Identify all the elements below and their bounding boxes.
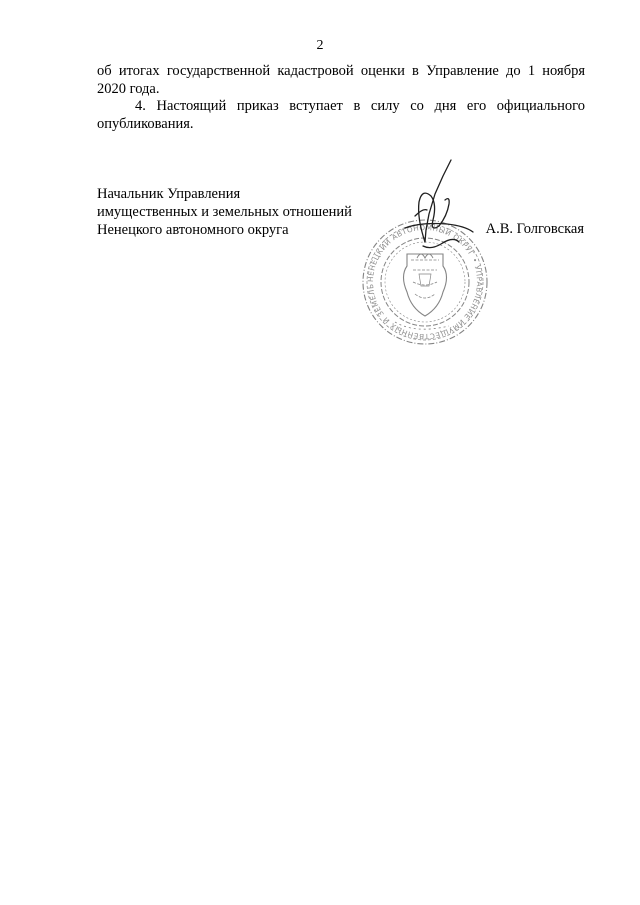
paragraph-continuation: об итогах государственной кадастровой оценки в Управление до 1 ноября 2020 года. [97, 63, 585, 97]
signatory-title-line: Ненецкого автономного округа [97, 222, 289, 238]
paragraph-item-4: 4. Настоящий приказ вступает в силу со дня его официального опубликования. [97, 98, 585, 132]
seal-stamp-icon [355, 158, 487, 344]
signatory-title-line: имущественных и земельных отношений [97, 204, 352, 220]
page-number: 2 [316, 38, 324, 53]
signatory-name: А.В. Голговская [485, 221, 584, 237]
official-seal [355, 158, 495, 348]
handwritten-signature-icon [405, 160, 473, 248]
document-body [97, 63, 585, 133]
signatory-title-line: Начальник Управления [97, 186, 241, 202]
signatory-title [97, 185, 352, 239]
svg-text:НЕНЕЦКИЙ АВТОНОМНЫЙ ОКРУГ • УП: НЕНЕЦКИЙ АВТОНОМНЫЙ ОКРУГ • УПРАВЛЕНИЕ ИМУЩЕСТВЕННЫХ И ЗЕМЕЛЬ [365, 222, 485, 342]
